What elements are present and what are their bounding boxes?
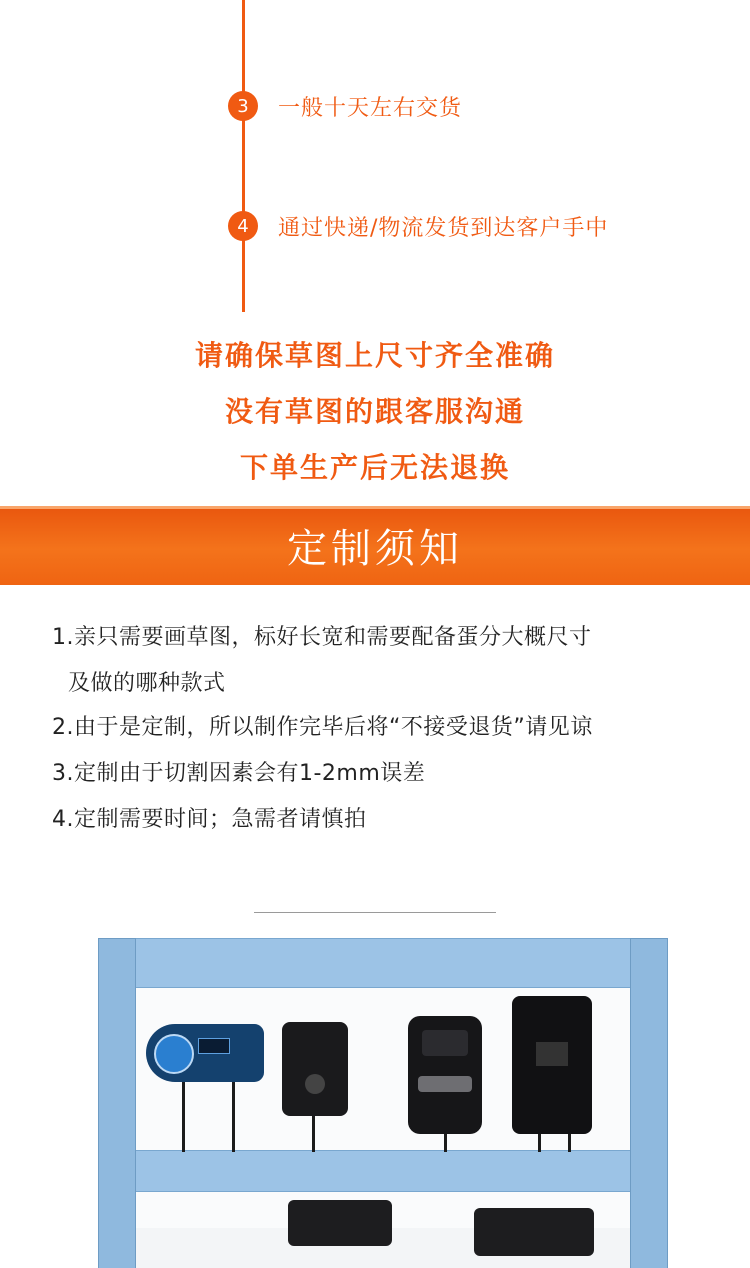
section-banner — [0, 503, 750, 585]
fish-logo-icon — [422, 1030, 468, 1056]
step-3 — [228, 90, 462, 122]
product-photo — [98, 938, 668, 1268]
rule-item-3: 3.定制由于切割因素会有1-2mm误差 — [52, 761, 426, 786]
step-text: 通过快递/物流发货到达客户手中 — [278, 215, 609, 241]
timeline-line — [242, 0, 245, 312]
notice-line-3: 下单生产后无法退换 — [239, 451, 510, 484]
display-icon — [198, 1038, 230, 1054]
step-number-badge: 3 — [228, 91, 258, 121]
rule-item-1: 1.亲只需要画草图，标好长宽和需要配备蛋分大概尺寸 — [52, 625, 592, 650]
button-row-icon — [418, 1076, 472, 1092]
controller-3 — [408, 1016, 482, 1134]
shelf-post-left — [98, 938, 136, 1268]
controller-2 — [282, 1022, 348, 1116]
step-number-badge: 4 — [228, 211, 258, 241]
step-4 — [228, 210, 608, 242]
power-adapter-1 — [288, 1200, 392, 1246]
shelf-post-right — [630, 938, 668, 1268]
controller-4 — [512, 996, 592, 1134]
notice-line-1: 请确保草图上尺寸齐全准确 — [194, 339, 555, 372]
notice-line-2: 没有草图的跟客服沟通 — [224, 395, 525, 428]
rule-item-4: 4.定制需要时间；急需者请慎拍 — [52, 807, 367, 832]
banner-title: 定制须知 — [287, 526, 463, 572]
knob-icon — [305, 1074, 325, 1094]
brand-logo-icon — [536, 1042, 568, 1066]
rule-item-2: 2.由于是定制，所以制作完毕后将“不接受退货”请见谅 — [52, 715, 593, 740]
step-text: 一般十天左右交货 — [278, 95, 463, 121]
divider — [254, 912, 496, 913]
power-adapter-2 — [474, 1208, 594, 1256]
rule-item-1-cont: 及做的哪种款式 — [68, 671, 226, 696]
dial-icon — [154, 1034, 194, 1074]
shelf-beam-top — [98, 938, 668, 988]
shelf-beam-middle — [98, 1150, 668, 1192]
controller-1 — [146, 1024, 264, 1082]
